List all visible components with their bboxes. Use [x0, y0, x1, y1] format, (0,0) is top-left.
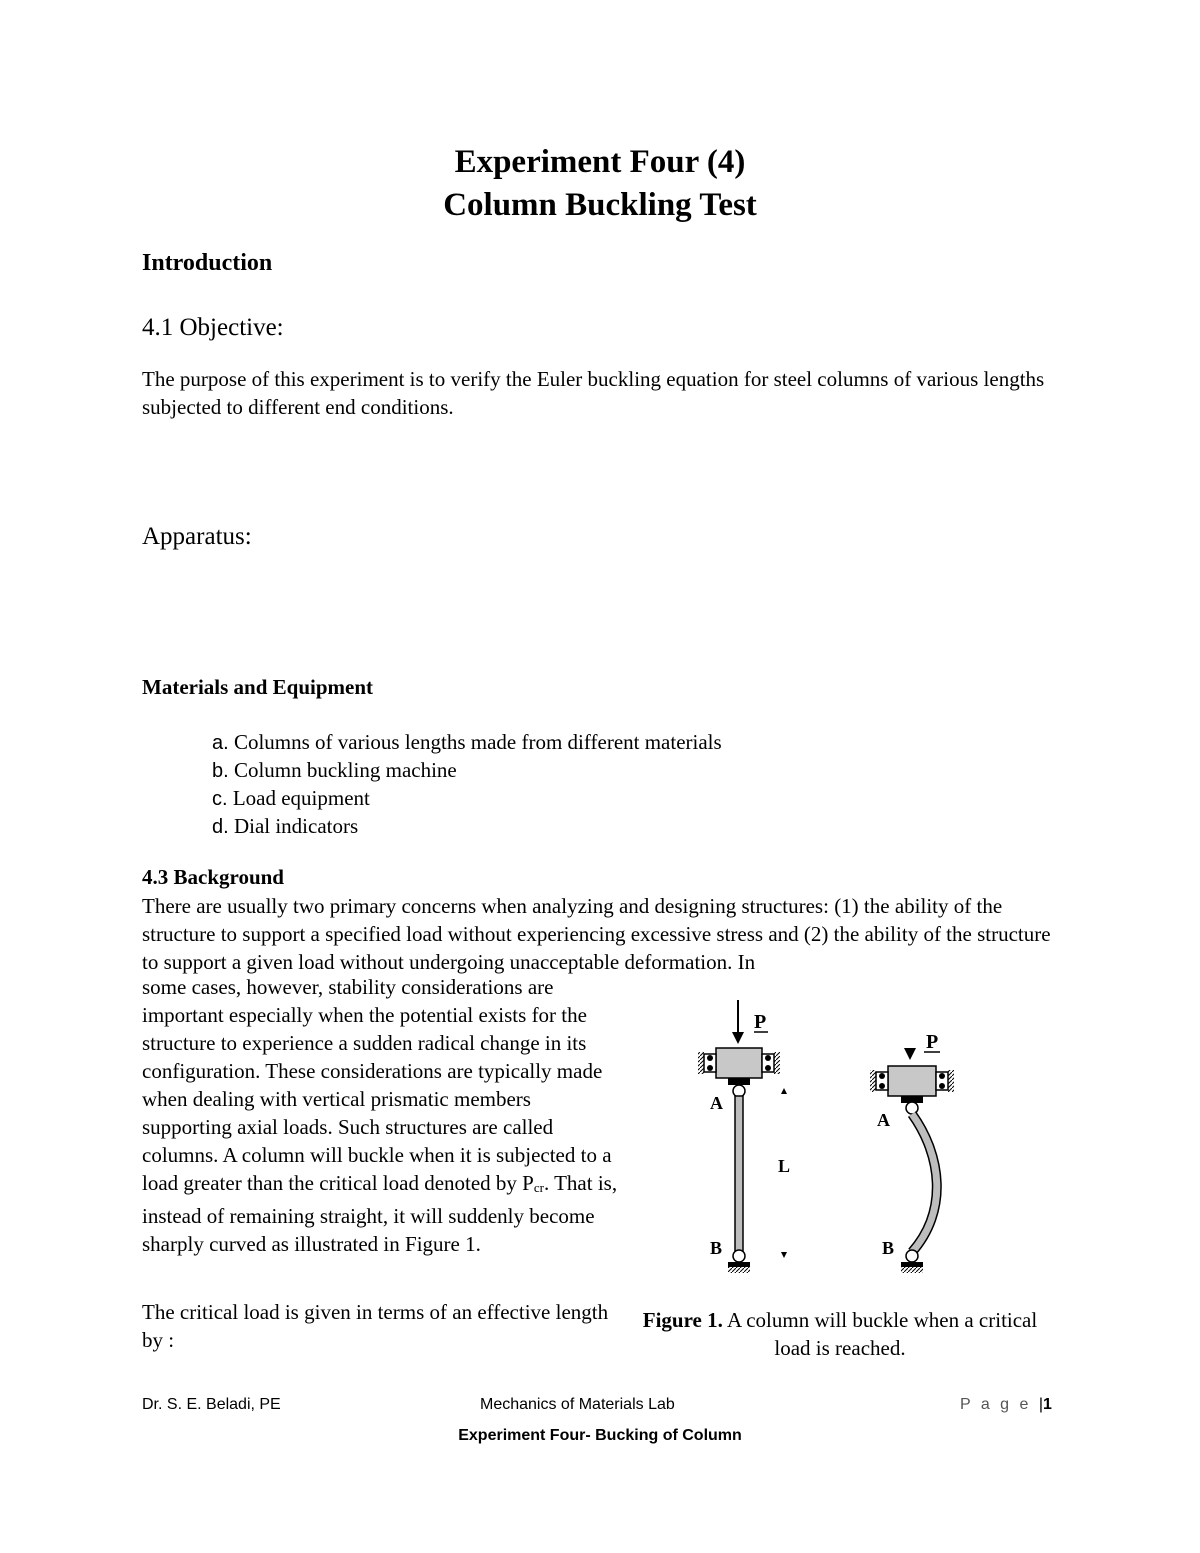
buckled-column-diagram — [870, 1031, 954, 1273]
length-label-l: L — [778, 1156, 791, 1176]
objective-heading: 4.1 Objective: — [142, 314, 284, 341]
list-item-text: Dial indicators — [233, 814, 359, 838]
list-item-text: Column buckling machine — [233, 758, 457, 782]
load-label-p: P — [926, 1031, 939, 1053]
straight-column-diagram — [698, 1000, 790, 1273]
title-line-1: Experiment Four (4) — [454, 144, 746, 180]
figure-caption-label: Figure 1. — [642, 1308, 723, 1332]
point-label-b: B — [882, 1238, 895, 1258]
point-label-a: A — [877, 1110, 890, 1130]
list-item — [212, 813, 722, 841]
list-item-text: Columns of various lengths made from different materials — [233, 730, 722, 754]
pin-joint-icon — [733, 1250, 745, 1262]
critical-load-paragraph: The critical load is given in terms of an effective length by : — [142, 1300, 609, 1352]
footer-course: Mechanics of Materials Lab — [480, 1396, 675, 1413]
footer-page-word: P a g e — [960, 1396, 1032, 1413]
introduction-heading: Introduction — [142, 250, 273, 276]
list-marker: c. — [212, 788, 228, 810]
figure-caption — [640, 1306, 1040, 1362]
guide-block — [888, 1066, 936, 1096]
load-arrowhead-icon — [904, 1048, 916, 1060]
background-heading: 4.3 Background — [142, 865, 284, 889]
apparatus-heading: Apparatus: — [142, 523, 252, 550]
critical-load-subscript: cr — [533, 1180, 544, 1195]
load-arrowhead-icon — [732, 1032, 744, 1044]
footer-author: Dr. S. E. Beladi, PE — [142, 1396, 281, 1413]
background-text-b: . That is, instead of remaining straight, it will suddenly become sharply curved as illustrated in Figure 1. — [142, 1171, 618, 1256]
list-marker: a. — [212, 732, 229, 754]
footer-page-indicator — [960, 1396, 1052, 1414]
pin-joint-icon — [906, 1250, 918, 1262]
footer-subtitle: Experiment Four- Bucking of Column — [458, 1427, 742, 1444]
list-item — [212, 785, 722, 813]
list-item-text: Load equipment — [232, 786, 370, 810]
list-marker: d. — [212, 816, 229, 838]
column-buckling-figure — [680, 996, 980, 1286]
figure-caption-text: A column will buckle when a critical load is reached. — [722, 1308, 1038, 1360]
title-line-2: Column Buckling Test — [443, 187, 757, 223]
list-item — [212, 729, 722, 757]
footer-page-number: 1 — [1043, 1396, 1052, 1413]
pin-joint-icon — [733, 1085, 745, 1097]
background-text-a: some cases, however, stability considerations are important especially when the potential exists for the structure to experience a sudden radical change in its configuration. These considerations are typically made when dealing with vertical prismatic members supporting axial loads. Such structures are called columns. A column will buckle when it is subjected to a load greater than the critical load denoted by P — [142, 975, 612, 1195]
point-label-b: B — [710, 1238, 723, 1258]
materials-heading: Materials and Equipment — [142, 675, 374, 699]
background-paragraph-2 — [142, 973, 622, 1258]
list-marker: b. — [212, 760, 229, 782]
footer-page-separator: | — [1038, 1396, 1044, 1413]
list-item — [212, 757, 722, 785]
guide-block — [716, 1048, 762, 1078]
objective-text: The purpose of this experiment is to verify the Euler buckling equation for steel columns of various lengths subjected to different end conditions. — [142, 367, 1045, 419]
column-member — [735, 1096, 743, 1251]
load-label-p: P — [754, 1011, 767, 1033]
background-paragraph-1: There are usually two primary concerns when analyzing and designing structures: (1) the ability of the structure to support a specified load without experiencing excessive stress and (2) the ability of the structure to support a given load without undergoing unacceptable deformation. In — [142, 894, 1051, 974]
materials-list — [212, 729, 722, 841]
point-label-a: A — [710, 1093, 723, 1113]
